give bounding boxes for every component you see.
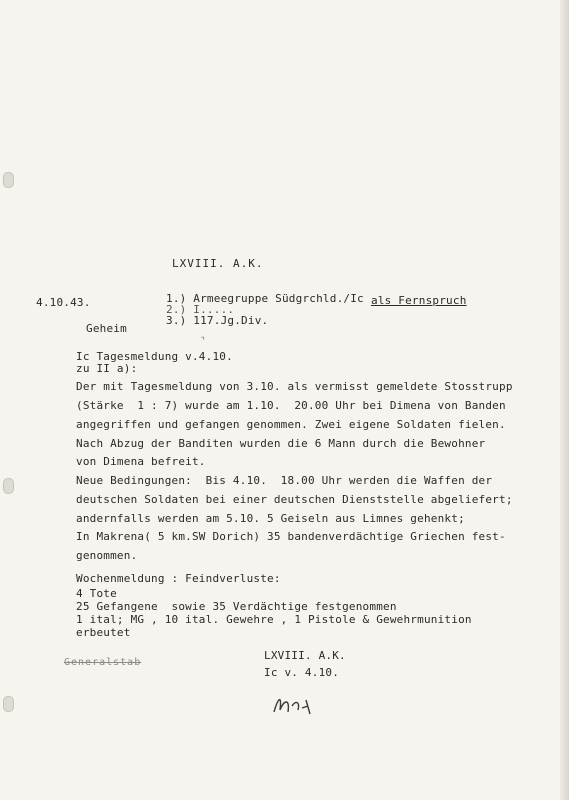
classification: Geheim (86, 322, 127, 335)
subject-line-2: zu II a): (76, 362, 138, 375)
subject-line-1: Ic Tagesmeldung v.4.10. (76, 350, 233, 363)
page-edge (560, 0, 569, 800)
footer-dept: Ic v. 4.10. (264, 666, 340, 679)
recipient-3: 3.) 117.Jg.Div. (166, 314, 269, 327)
body-line: von Dimena befreit. (76, 455, 206, 468)
tick-mark: ⌝ (200, 336, 206, 346)
body-line: angegriffen und gefangen genommen. Zwei eigene Soldaten fielen. (76, 418, 506, 431)
weekly-item: 4 Tote (76, 587, 117, 600)
punch-hole (3, 696, 14, 712)
body-line: Nach Abzug der Banditen wurden die 6 Mann durch die Bewohner (76, 437, 486, 450)
body-line: Der mit Tagesmeldung von 3.10. als vermisst gemeldete Stosstrupp (76, 380, 513, 393)
footer-unit: LXVIII. A.K. (264, 649, 346, 662)
body-line: genommen. (76, 549, 138, 562)
signature-icon (270, 688, 320, 718)
weekly-item: 1 ital; MG , 10 ital. Gewehre , 1 Pistole & Gewehrmunition (76, 613, 472, 626)
crossed-stamp: Generalstab (64, 657, 142, 668)
weekly-report-label: Wochenmeldung : Feindverluste: (76, 572, 281, 585)
punch-hole (3, 478, 14, 494)
body-line: deutschen Soldaten bei einer deutschen Dienststelle abgeliefert; (76, 493, 513, 506)
body-line: In Makrena( 5 km.SW Dorich) 35 bandenverdächtige Griechen fest- (76, 530, 506, 543)
recipient-2: 2.) I..... (166, 303, 235, 316)
body-line: andernfalls werden am 5.10. 5 Geiseln aus Limnes gehenkt; (76, 512, 465, 525)
weekly-item: erbeutet (76, 626, 131, 639)
header-unit: LXVIII. A.K. (172, 257, 264, 270)
weekly-item: 25 Gefangene sowie 35 Verdächtige festgenommen (76, 600, 397, 613)
recipient-1: 1.) Armeegruppe Südgrchld./Ic (166, 292, 364, 305)
transmission-type: als Fernspruch (371, 294, 467, 307)
document-date: 4.10.43. (36, 296, 91, 309)
body-line: (Stärke 1 : 7) wurde am 1.10. 20.00 Uhr bei Dimena von Banden (76, 399, 506, 412)
body-line: Neue Bedingungen: Bis 4.10. 18.00 Uhr werden die Waffen der (76, 474, 493, 487)
punch-hole (3, 172, 14, 188)
